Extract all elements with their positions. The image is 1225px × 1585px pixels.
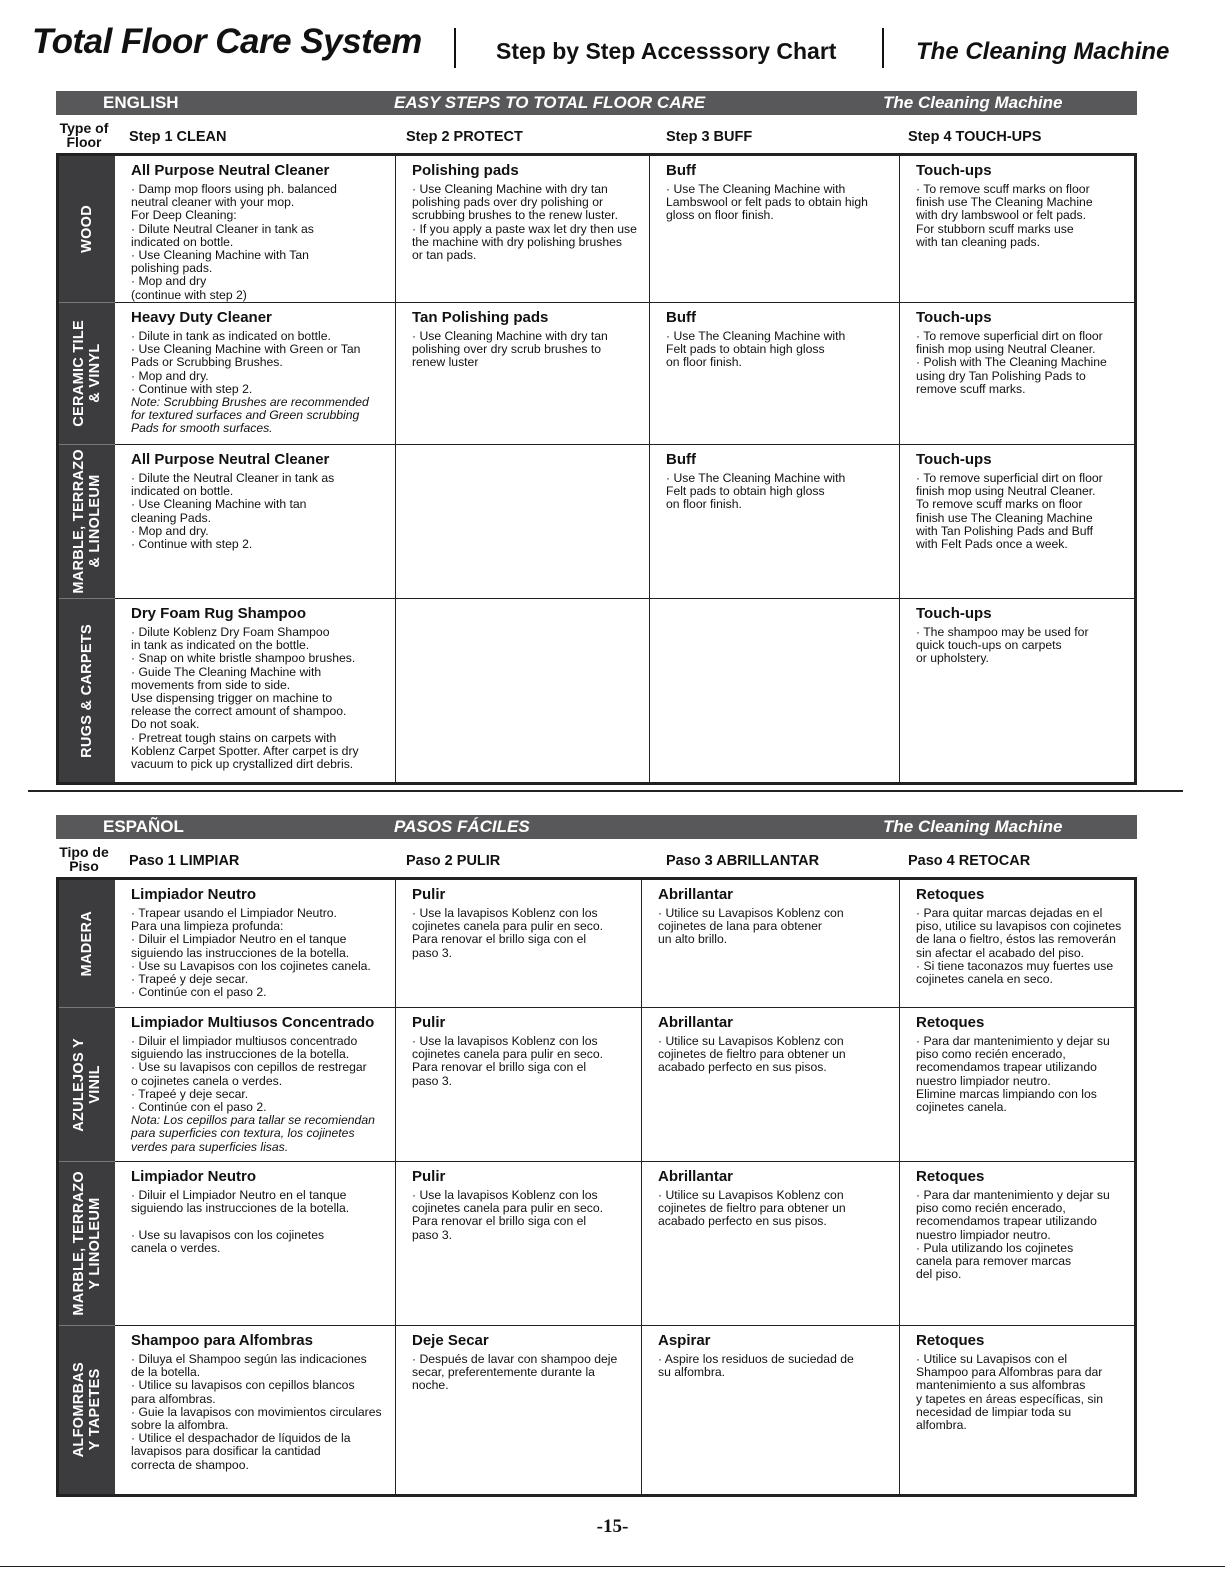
cell-title: Shampoo para Alfombras [131,1332,313,1349]
cell-instructions: · Use The Cleaning Machine with Felt pads to obtain high gloss on floor finish. [666,329,846,370]
floor-type-label [59,156,115,302]
table-cell [899,598,1134,782]
cell-title: Buff [666,451,696,468]
cell-instructions: · Aspire los residuos de suciedad de su alfombra. [658,1352,854,1380]
band-title: EASY STEPS TO TOTAL FLOOR CARE [394,93,706,112]
cell-instructions: · Diluir el limpiador multiusos concentrado siguiendo las instrucciones de la botella. · Use su lavapisos con cepillos de restregar o cojinetes canela o verdes. · Trapeé y deje secar. · Continúe con el paso 2. [131,1034,367,1115]
table-cell [115,1325,395,1494]
cell-title: Touch-ups [916,162,992,179]
cell-title: Pulir [412,1014,446,1031]
cell-instructions: · Para dar mantenimiento y dejar su piso como recién encerado, recomendamos trapear utilizando nuestro limpiador neutro. · Pula utilizando los cojinetes canela para remover marcas del piso. [916,1188,1110,1282]
table-cell [115,1161,395,1325]
cell-instructions: · Dilute the Neutral Cleaner in tank as indicated on bottle. · Use Cleaning Machine with tan cleaning Pads. · Mop and dry. · Continue with step 2. [131,471,335,552]
cell-instructions: · Use The Cleaning Machine with Felt pads to obtain high gloss on floor finish. [666,471,846,512]
step-header-3: Paso 3 ABRILLANTAR [666,853,820,869]
table-cell [649,444,899,598]
cell-title: Retoques [916,886,985,903]
cell-instructions: · Para dar mantenimiento y dejar su piso como recién encerado, recomendamos trapear utilizando nuestro limpiador neutro. Elimine marcas limpiando con los cojinetes canela. [916,1034,1110,1115]
table-cell [395,1007,641,1161]
table-cell [395,598,649,782]
cell-title: Limpiador Neutro [131,1168,257,1185]
cell-title: Limpiador Neutro [131,886,257,903]
cell-title: Deje Secar [412,1332,489,1349]
floor-type-text: AZULEJOS Y VINIL [71,1037,103,1132]
table-cell [899,156,1134,302]
cell-instructions: · Use la lavapisos Koblenz con los cojinetes canela para pulir en seco. Para renovar el brillo siga con el paso 3. [412,1034,604,1088]
table-cell [115,1007,395,1161]
floor-type-text: CERAMIC TILE & VINYL [71,320,103,427]
care-table [56,877,1137,1497]
cell-title: Retoques [916,1332,985,1349]
cell-instructions: · Use The Cleaning Machine with Lambswool or felt pads to obtain high gloss on floor finish. [666,182,868,223]
cell-title: All Purpose Neutral Cleaner [131,162,330,179]
spanish-section [56,815,1137,1497]
table-cell [899,880,1134,1007]
cell-instructions: · The shampoo may be used for quick touch-ups on carpets or upholstery. [916,625,1089,666]
cell-instructions: · Utilice su Lavapisos Koblenz con cojinetes de fieltro para obtener un acabado perfecto en sus pisos. [658,1034,846,1075]
floor-type-label [59,1325,115,1494]
cell-title: Retoques [916,1168,985,1185]
table-cell [641,880,899,1007]
floor-type-text: WOOD [79,205,95,253]
title-separator [454,28,456,68]
table-cell [899,444,1134,598]
cell-instructions: · Use la lavapisos Koblenz con los cojinetes canela para pulir en seco. Para renovar el brillo siga con el paso 3. [412,1188,604,1242]
band-language: ENGLISH [103,93,179,112]
cell-instructions: · Utilice su Lavapisos Koblenz con cojinetes de lana para obtener un alto brillo. [658,906,844,947]
cell-title: Touch-ups [916,451,992,468]
table-cell [899,1325,1134,1494]
care-table [56,153,1137,785]
column-headers [56,839,1137,877]
cell-instructions: · Después de lavar con shampoo deje secar, preferentemente durante la noche. [412,1352,618,1393]
table-cell [395,156,649,302]
section-band [56,815,1137,839]
table-cell [395,444,649,598]
bottom-rule [0,1566,1225,1567]
section-band [56,91,1137,115]
table-cell [641,1161,899,1325]
floor-type-label [59,302,115,444]
table-cell [115,598,395,782]
cell-instructions: · Damp mop floors using ph. balanced neutral cleaner with your mop. For Deep Cleaning: · Dilute Neutral Cleaner in tank as indicated on bottle. · Use Cleaning Machine with Tan polishing pads. · Mop and dry (continue with step 2) [131,182,337,302]
table-cell [649,302,899,444]
column-headers [56,115,1137,153]
cell-instructions: · Trapear usando el Limpiador Neutro. Para una limpieza profunda: · Diluir el Limpiador Neutro en el tanque siguiendo las instrucciones de la botella. · Use su Lavapisos con los cojinetes canela. · Trapeé y deje secar. · Continúe con el paso 2. [131,906,371,1000]
cell-instructions: · Use la lavapisos Koblenz con los cojinetes canela para pulir en seco. Para renovar el brillo siga con el paso 3. [412,906,604,960]
cell-note: Nota: Los cepillos para tallar se recomiendan para superficies con textura, los cojinetes verdes para superficies lisas. [131,1113,375,1154]
step-header-2: Paso 2 PULIR [406,853,501,869]
page-header [32,20,1192,72]
cell-title: All Purpose Neutral Cleaner [131,451,330,468]
cell-note: Note: Scrubbing Brushes are recommended for textured surfaces and Green scrubbing Pads for smooth surfaces. [131,395,369,436]
floor-type-label [59,880,115,1007]
cell-title: Pulir [412,886,446,903]
floor-type-label [59,598,115,782]
floor-type-header: Tipo de Piso [59,844,109,874]
section-divider [28,790,1183,792]
page-title: Total Floor Care System [32,22,422,61]
cell-title: Aspirar [658,1332,711,1349]
band-product: The Cleaning Machine [883,93,1063,112]
cell-instructions: · Diluya el Shampoo según las indicaciones de la botella. · Utilice su lavapisos con cepillos blancos para alfombras. · Guie la lavapisos con movimientos circulares sobre la alfombra. · Utilice el despachador de líquidos de la lavapisos para dosificar la cantidad correcta de shampoo. [131,1352,382,1472]
step-header-1: Paso 1 LIMPIAR [129,853,240,869]
floor-type-label [59,1161,115,1325]
cell-title: Abrillantar [658,886,734,903]
floor-type-text: RUGS & CARPETS [79,623,95,758]
step-header-3: Step 3 BUFF [666,129,753,145]
product-name: The Cleaning Machine [916,38,1170,65]
cell-instructions: · Use Cleaning Machine with dry tan polishing pads over dry polishing or scrubbing brushes to the renew luster. · If you apply a paste wax let dry then use the machine with dry polishing brushes or tan pads. [412,182,637,263]
english-section [56,91,1137,785]
cell-instructions: · Para quitar marcas dejadas en el piso, utilice su lavapisos con cojinetes de lana o fieltro, éstos las removerán sin afectar el acabado del piso. · Si tiene taconazos muy fuertes use cojinetes canela en seco. [916,906,1122,987]
cell-title: Limpiador Multiusos Concentrado [131,1014,375,1031]
subtitle-separator [882,28,884,68]
table-cell [641,1007,899,1161]
table-cell [395,1161,641,1325]
cell-title: Polishing pads [412,162,519,179]
cell-title: Retoques [916,1014,985,1031]
table-cell [649,156,899,302]
table-cell [899,302,1134,444]
table-cell [115,880,395,1007]
table-cell [115,302,395,444]
cell-instructions: · To remove scuff marks on floor finish use The Cleaning Machine with dry lambswool or felt pads. For stubborn scuff marks use with tan cleaning pads. [916,182,1093,249]
cell-title: Dry Foam Rug Shampoo [131,605,307,622]
floor-type-label [59,1007,115,1161]
cell-instructions: · To remove superficial dirt on floor finish mop using Neutral Cleaner. · Polish with The Cleaning Machine using dry Tan Polishing Pads to remove scuff marks. [916,329,1107,396]
cell-title: Tan Polishing pads [412,309,549,326]
cell-title: Pulir [412,1168,446,1185]
step-header-1: Step 1 CLEAN [129,129,227,145]
page-subtitle: Step by Step Accesssory Chart [496,38,837,64]
cell-title: Abrillantar [658,1168,734,1185]
table-cell [395,1325,641,1494]
step-header-4: Step 4 TOUCH-UPS [908,129,1042,145]
table-cell [115,156,395,302]
cell-title: Buff [666,309,696,326]
cell-title: Touch-ups [916,309,992,326]
band-product: The Cleaning Machine [883,817,1063,836]
floor-type-label [59,444,115,598]
page-number: -15- [596,1516,629,1537]
step-header-4: Paso 4 RETOCAR [908,853,1031,869]
band-language: ESPAÑOL [103,817,184,836]
step-header-2: Step 2 PROTECT [406,129,523,145]
cell-title: Buff [666,162,696,179]
cell-instructions: · Utilice su Lavapisos Koblenz con cojinetes de fieltro para obtener un acabado perfecto en sus pisos. [658,1188,846,1229]
cell-instructions: · Diluir el Limpiador Neutro en el tanque siguiendo las instrucciones de la botella. · Use su lavapisos con los cojinetes canela o verdes. [131,1188,350,1255]
cell-instructions: · Dilute in tank as indicated on bottle. · Use Cleaning Machine with Green or Tan Pads or Scrubbing Brushes. · Mop and dry. · Continue with step 2. [131,329,361,396]
floor-type-header: Type of Floor [59,120,109,150]
floor-type-text: ALFOMRBAS Y TAPETES [71,1362,103,1458]
floor-type-text: MARBLE, TERRAZO Y LINOLEUM [71,1171,103,1316]
cell-instructions: · Dilute Koblenz Dry Foam Shampoo in tank as indicated on the bottle. · Snap on white bristle shampoo brushes. · Guide The Cleaning Machine with movements from side to side. Use dispensing trigger on machine to release the correct amount of shampoo. Do not soak. · Pretreat tough stains on carpets with Koblenz Carpet Spotter. After carpet is dry vacuum to pick up crystallized dirt debris. [131,625,359,772]
table-cell [649,598,899,782]
cell-instructions: · To remove superficial dirt on floor finish mop using Neutral Cleaner. To remove scuff marks on floor finish use The Cleaning Machine with Tan Polishing Pads and Buff with Felt Pads once a week. [916,471,1103,552]
table-cell [641,1325,899,1494]
cell-instructions: · Use Cleaning Machine with dry tan polishing over dry scrub brushes to renew luster [412,329,608,370]
table-cell [115,444,395,598]
cell-title: Heavy Duty Cleaner [131,309,272,326]
table-cell [899,1007,1134,1161]
cell-title: Abrillantar [658,1014,734,1031]
floor-type-text: MADERA [79,910,95,977]
table-cell [395,880,641,1007]
cell-title: Touch-ups [916,605,992,622]
table-cell [899,1161,1134,1325]
cell-instructions: · Utilice su Lavapisos con el Shampoo para Alfombras para dar mantenimiento a sus alfombras y tapetes en áreas específicas, sin necesidad de limpiar toda su alfombra. [916,1352,1103,1433]
table-cell [395,302,649,444]
band-title: PASOS FÁCILES [394,817,530,836]
floor-type-text: MARBLE, TERRAZO & LINOLEUM [71,449,103,594]
